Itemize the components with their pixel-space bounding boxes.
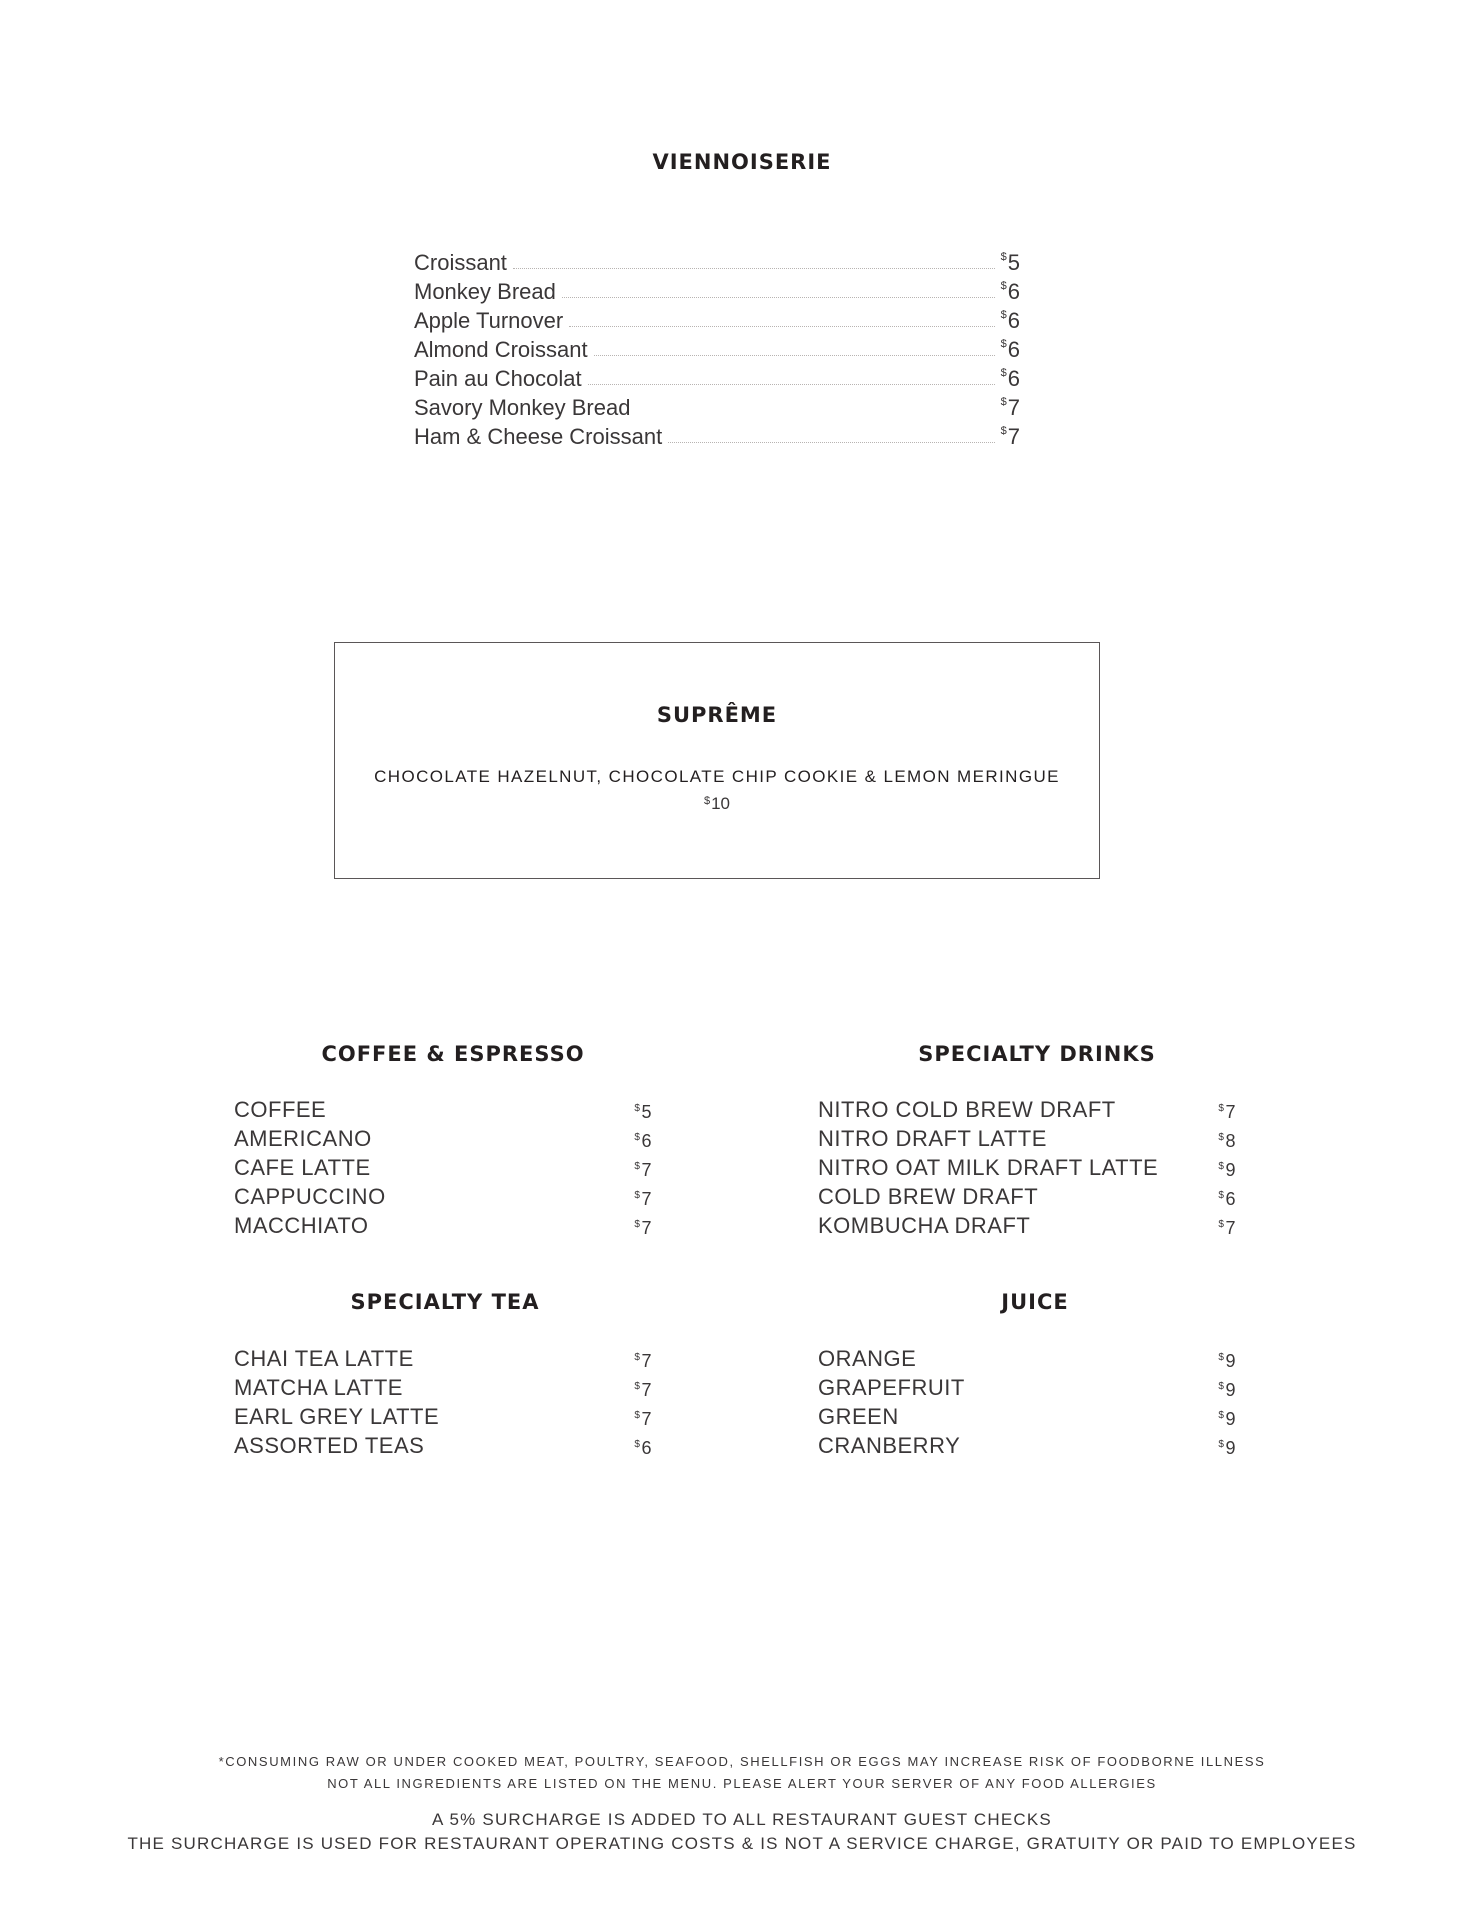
dot-leader (636, 413, 994, 414)
menu-item (234, 1343, 654, 1372)
menu-item (414, 334, 1020, 363)
item-price: $8 (1218, 1131, 1236, 1151)
surcharge-notice-line1: A 5% SURCHARGE IS ADDED TO ALL RESTAURANT GUEST CHECKS (432, 1810, 1052, 1829)
specialty-tea-heading: SPECIALTY TEA (350, 1290, 540, 1314)
menu-item (818, 1210, 1238, 1239)
item-price: $9 (1218, 1351, 1236, 1371)
item-name: Pain au Chocolat (414, 366, 582, 391)
menu-item (234, 1152, 654, 1181)
juice-list (818, 1343, 1238, 1459)
menu-item (818, 1372, 1238, 1401)
surcharge-notice-line2: THE SURCHARGE IS USED FOR RESTAURANT OPERATING COSTS & IS NOT A SERVICE CHARGE, GRATUITY OR PAID TO EMPLOYEES (127, 1834, 1357, 1853)
item-name: CAPPUCCINO (234, 1184, 386, 1209)
menu-item (414, 421, 1020, 450)
item-price: $6 (1000, 337, 1020, 362)
item-name: Savory Monkey Bread (414, 395, 631, 420)
item-price: $6 (634, 1131, 652, 1151)
item-name: CRANBERRY (818, 1433, 961, 1458)
menu-item (414, 276, 1020, 305)
dot-leader (569, 326, 994, 327)
menu-item (414, 305, 1020, 334)
item-name: Almond Croissant (414, 337, 588, 362)
item-name: ASSORTED TEAS (234, 1433, 425, 1458)
supreme-description: CHOCOLATE HAZELNUT, CHOCOLATE CHIP COOKIE & LEMON MERINGUE (374, 767, 1060, 786)
item-name: COFFEE (234, 1097, 327, 1122)
item-price: $5 (634, 1102, 652, 1122)
item-name: GRAPEFRUIT (818, 1375, 965, 1400)
item-price: $6 (1218, 1189, 1236, 1209)
specialty-drinks-list (818, 1094, 1238, 1239)
item-name: EARL GREY LATTE (234, 1404, 440, 1429)
menu-item (414, 392, 1020, 421)
item-price: $7 (1218, 1218, 1236, 1238)
item-price: $9 (1218, 1409, 1236, 1429)
menu-item (818, 1094, 1238, 1123)
item-name: MATCHA LATTE (234, 1375, 403, 1400)
item-price: $7 (634, 1160, 652, 1180)
item-name: MACCHIATO (234, 1213, 369, 1238)
menu-item (818, 1430, 1238, 1459)
supreme-heading: SUPRÊME (656, 703, 778, 727)
item-name: ORANGE (818, 1346, 917, 1371)
item-price: $7 (634, 1380, 652, 1400)
menu-item (414, 363, 1020, 392)
menu-item (818, 1181, 1238, 1210)
specialty-drinks-heading: SPECIALTY DRINKS (918, 1042, 1156, 1066)
dot-leader (562, 297, 995, 298)
item-price: $9 (1218, 1438, 1236, 1458)
menu-item (234, 1430, 654, 1459)
viennoiserie-list (414, 247, 1020, 450)
item-price: $7 (634, 1409, 652, 1429)
item-name: NITRO DRAFT LATTE (818, 1126, 1047, 1151)
item-price: $6 (1000, 366, 1020, 391)
item-price: $7 (634, 1189, 652, 1209)
item-name: GREEN (818, 1404, 899, 1429)
allergy-notice-line1: *CONSUMING RAW OR UNDER COOKED MEAT, POULTRY, SEAFOOD, SHELLFISH OR EGGS MAY INCREASE RISK OF FOODBORNE ILLNESS (218, 1754, 1266, 1769)
item-price: $6 (1000, 279, 1020, 304)
item-name: Monkey Bread (414, 279, 556, 304)
menu-item (818, 1123, 1238, 1152)
item-price: $7 (1218, 1102, 1236, 1122)
coffee-list (234, 1094, 654, 1239)
supreme-price: $10 (703, 794, 731, 813)
juice-heading: JUICE (1001, 1290, 1069, 1314)
item-price: $9 (1218, 1380, 1236, 1400)
item-name: COLD BREW DRAFT (818, 1184, 1039, 1209)
supreme-box (334, 642, 1100, 879)
item-name: NITRO OAT MILK DRAFT LATTE (818, 1155, 1159, 1180)
viennoiserie-heading: VIENNOISERIE (652, 150, 832, 174)
item-price: $6 (634, 1438, 652, 1458)
dot-leader (594, 355, 995, 356)
menu-item (818, 1343, 1238, 1372)
menu-item (234, 1181, 654, 1210)
menu-item (234, 1094, 654, 1123)
item-price: $7 (634, 1351, 652, 1371)
menu-item (234, 1372, 654, 1401)
item-name: NITRO COLD BREW DRAFT (818, 1097, 1116, 1122)
item-name: CHAI TEA LATTE (234, 1346, 414, 1371)
menu-item (234, 1123, 654, 1152)
menu-item (234, 1210, 654, 1239)
specialty-tea-list (234, 1343, 654, 1459)
item-name: CAFE LATTE (234, 1155, 371, 1180)
menu-item (818, 1401, 1238, 1430)
item-name: Croissant (414, 250, 507, 275)
item-price: $9 (1218, 1160, 1236, 1180)
item-name: Ham & Cheese Croissant (414, 424, 663, 449)
item-name: KOMBUCHA DRAFT (818, 1213, 1031, 1238)
menu-item (234, 1401, 654, 1430)
item-price: $5 (1000, 250, 1020, 275)
item-name: AMERICANO (234, 1126, 372, 1151)
item-name: Apple Turnover (414, 308, 564, 333)
allergy-notice-line2: NOT ALL INGREDIENTS ARE LISTED ON THE MENU. PLEASE ALERT YOUR SERVER OF ANY FOOD ALLERGIES (327, 1776, 1157, 1791)
item-price: $7 (1000, 424, 1020, 449)
menu-item (414, 247, 1020, 276)
dot-leader (668, 442, 994, 443)
menu-item (818, 1152, 1238, 1181)
dot-leader (513, 268, 995, 269)
item-price: $7 (634, 1218, 652, 1238)
coffee-heading: COFFEE & ESPRESSO (321, 1042, 585, 1066)
item-price: $7 (1000, 395, 1020, 420)
item-price: $6 (1000, 308, 1020, 333)
dot-leader (588, 384, 995, 385)
